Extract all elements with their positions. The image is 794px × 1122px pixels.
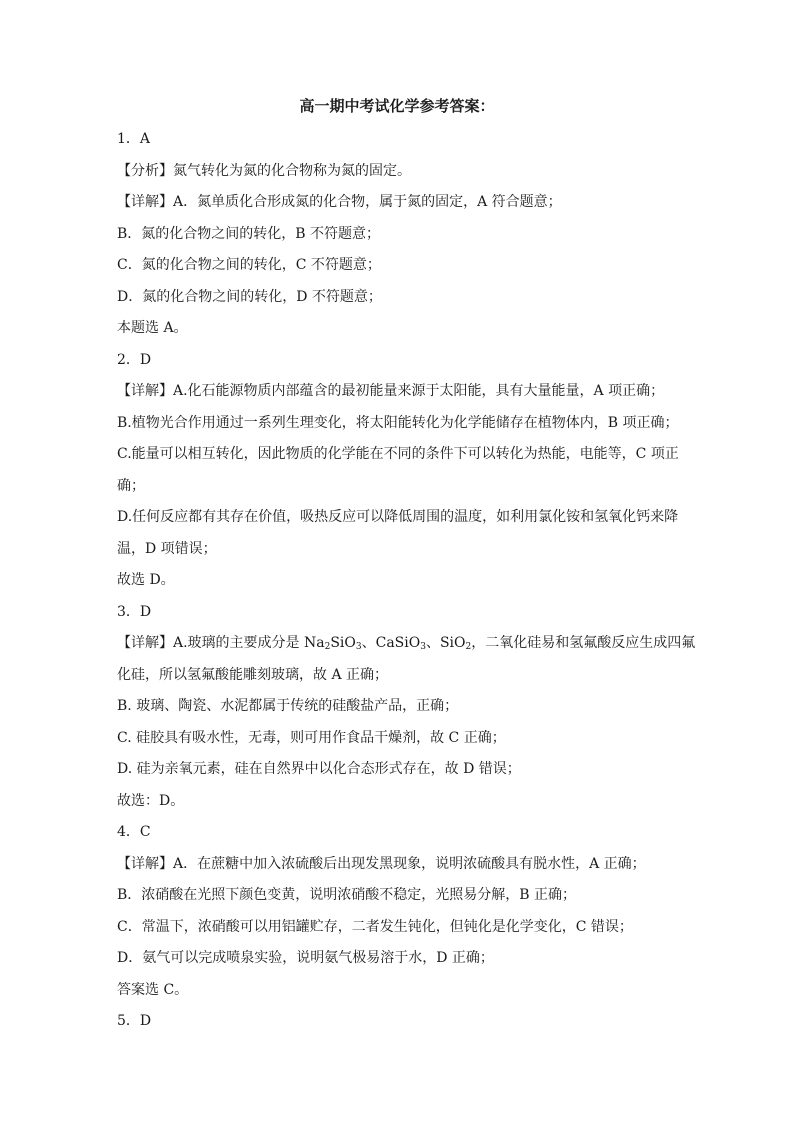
- answer-line: 故选：D。: [117, 792, 185, 809]
- answer-line: B. 玻璃、陶瓷、水泥都属于传统的硅酸盐产品，正确；: [117, 698, 459, 714]
- answer-line: D．氨气可以完成喷泉实验，说明氨气极易溶于水，D 正确；: [117, 950, 494, 966]
- answer-line: 3．D: [117, 603, 152, 620]
- answer-line: 【分析】氮气转化为氮的化合物称为氮的固定。: [117, 162, 411, 179]
- answer-line: 4．C: [117, 824, 151, 840]
- subscript: 2: [324, 642, 331, 652]
- answer-line: 温，D 项错误；: [117, 540, 217, 557]
- formula-text: ，二氧化硅易和氢氟酸反应生成四氟: [471, 635, 696, 651]
- answer-line: 故选 D。: [117, 572, 175, 588]
- answer-line: B．氮的化合物之间的转化，B 不符题意；: [117, 225, 381, 242]
- answer-line: 化硅，所以氢氟酸能雕刻玻璃，故 A 正确；: [117, 666, 389, 683]
- formula-text: 、CaSiO: [361, 635, 421, 651]
- answer-line: 【详解】A．氮单质化合形成氮的化合物，属于氮的固定，A 符合题意；: [117, 194, 562, 210]
- answer-content: [117, 124, 696, 1038]
- answer-line: 本题选 A。: [117, 320, 188, 336]
- answer-line: 2．D: [117, 351, 152, 368]
- answer-line: 1．A: [117, 131, 151, 147]
- formula-text: 、SiO: [425, 635, 466, 651]
- page-title: 高一期中考试化学参考答案：: [299, 97, 495, 115]
- answer-line: C.能量可以相互转化，因此物质的化学能在不同的条件下可以转化为热能，电能等，C 项正: [117, 446, 679, 462]
- subscript: 2: [465, 642, 472, 652]
- subscript: 3: [420, 642, 426, 652]
- subscript: 3: [355, 642, 362, 652]
- answer-line: 确；: [117, 477, 145, 494]
- answer-line: B.植物光合作用通过一系列生理变化，将太阳能转化为化学能储存在植物体内，B 项正确；: [117, 414, 679, 431]
- answer-line: D．氮的化合物之间的转化，D 不符题意；: [117, 288, 382, 305]
- answer-line: D.任何反应都有其存在价值，吸热反应可以降低周围的温度，如利用氯化铵和氢氧化钙来降: [117, 509, 679, 525]
- formula-text: 【详解】A.玻璃的主要成分是 Na: [117, 635, 325, 651]
- formula-text: SiO: [330, 635, 356, 651]
- answer-line: 答案选 C。: [117, 981, 189, 998]
- answer-line: C. 硅胶具有吸水性，无毒，则可用作食品干燥剂，故 C 正确；: [117, 729, 506, 746]
- answer-line: B．浓硝酸在光照下颜色变黄，说明浓硝酸不稳定，光照易分解，B 正确；: [117, 887, 577, 903]
- answer-line: D. 硅为亲氧元素，硅在自然界中以化合态形式存在，故 D 错误；: [117, 761, 521, 777]
- answer-line: C．常温下，浓硝酸可以用铝罐贮存，二者发生钝化，但钝化是化学变化，C 错误；: [117, 918, 633, 935]
- answer-line: 5．D: [117, 1013, 152, 1029]
- answer-line-formula: [117, 628, 696, 660]
- answer-line: 【详解】A．在蔗糖中加入浓硫酸后出现发黑现象，说明浓硫酸具有脱水性，A 正确；: [117, 855, 646, 872]
- answer-line: C．氮的化合物之间的转化，C 不符题意；: [117, 257, 381, 273]
- answer-line: 【详解】A.化石能源物质内部蕴含的最初能量来源于太阳能，具有大量能量，A 项正确；: [117, 383, 665, 399]
